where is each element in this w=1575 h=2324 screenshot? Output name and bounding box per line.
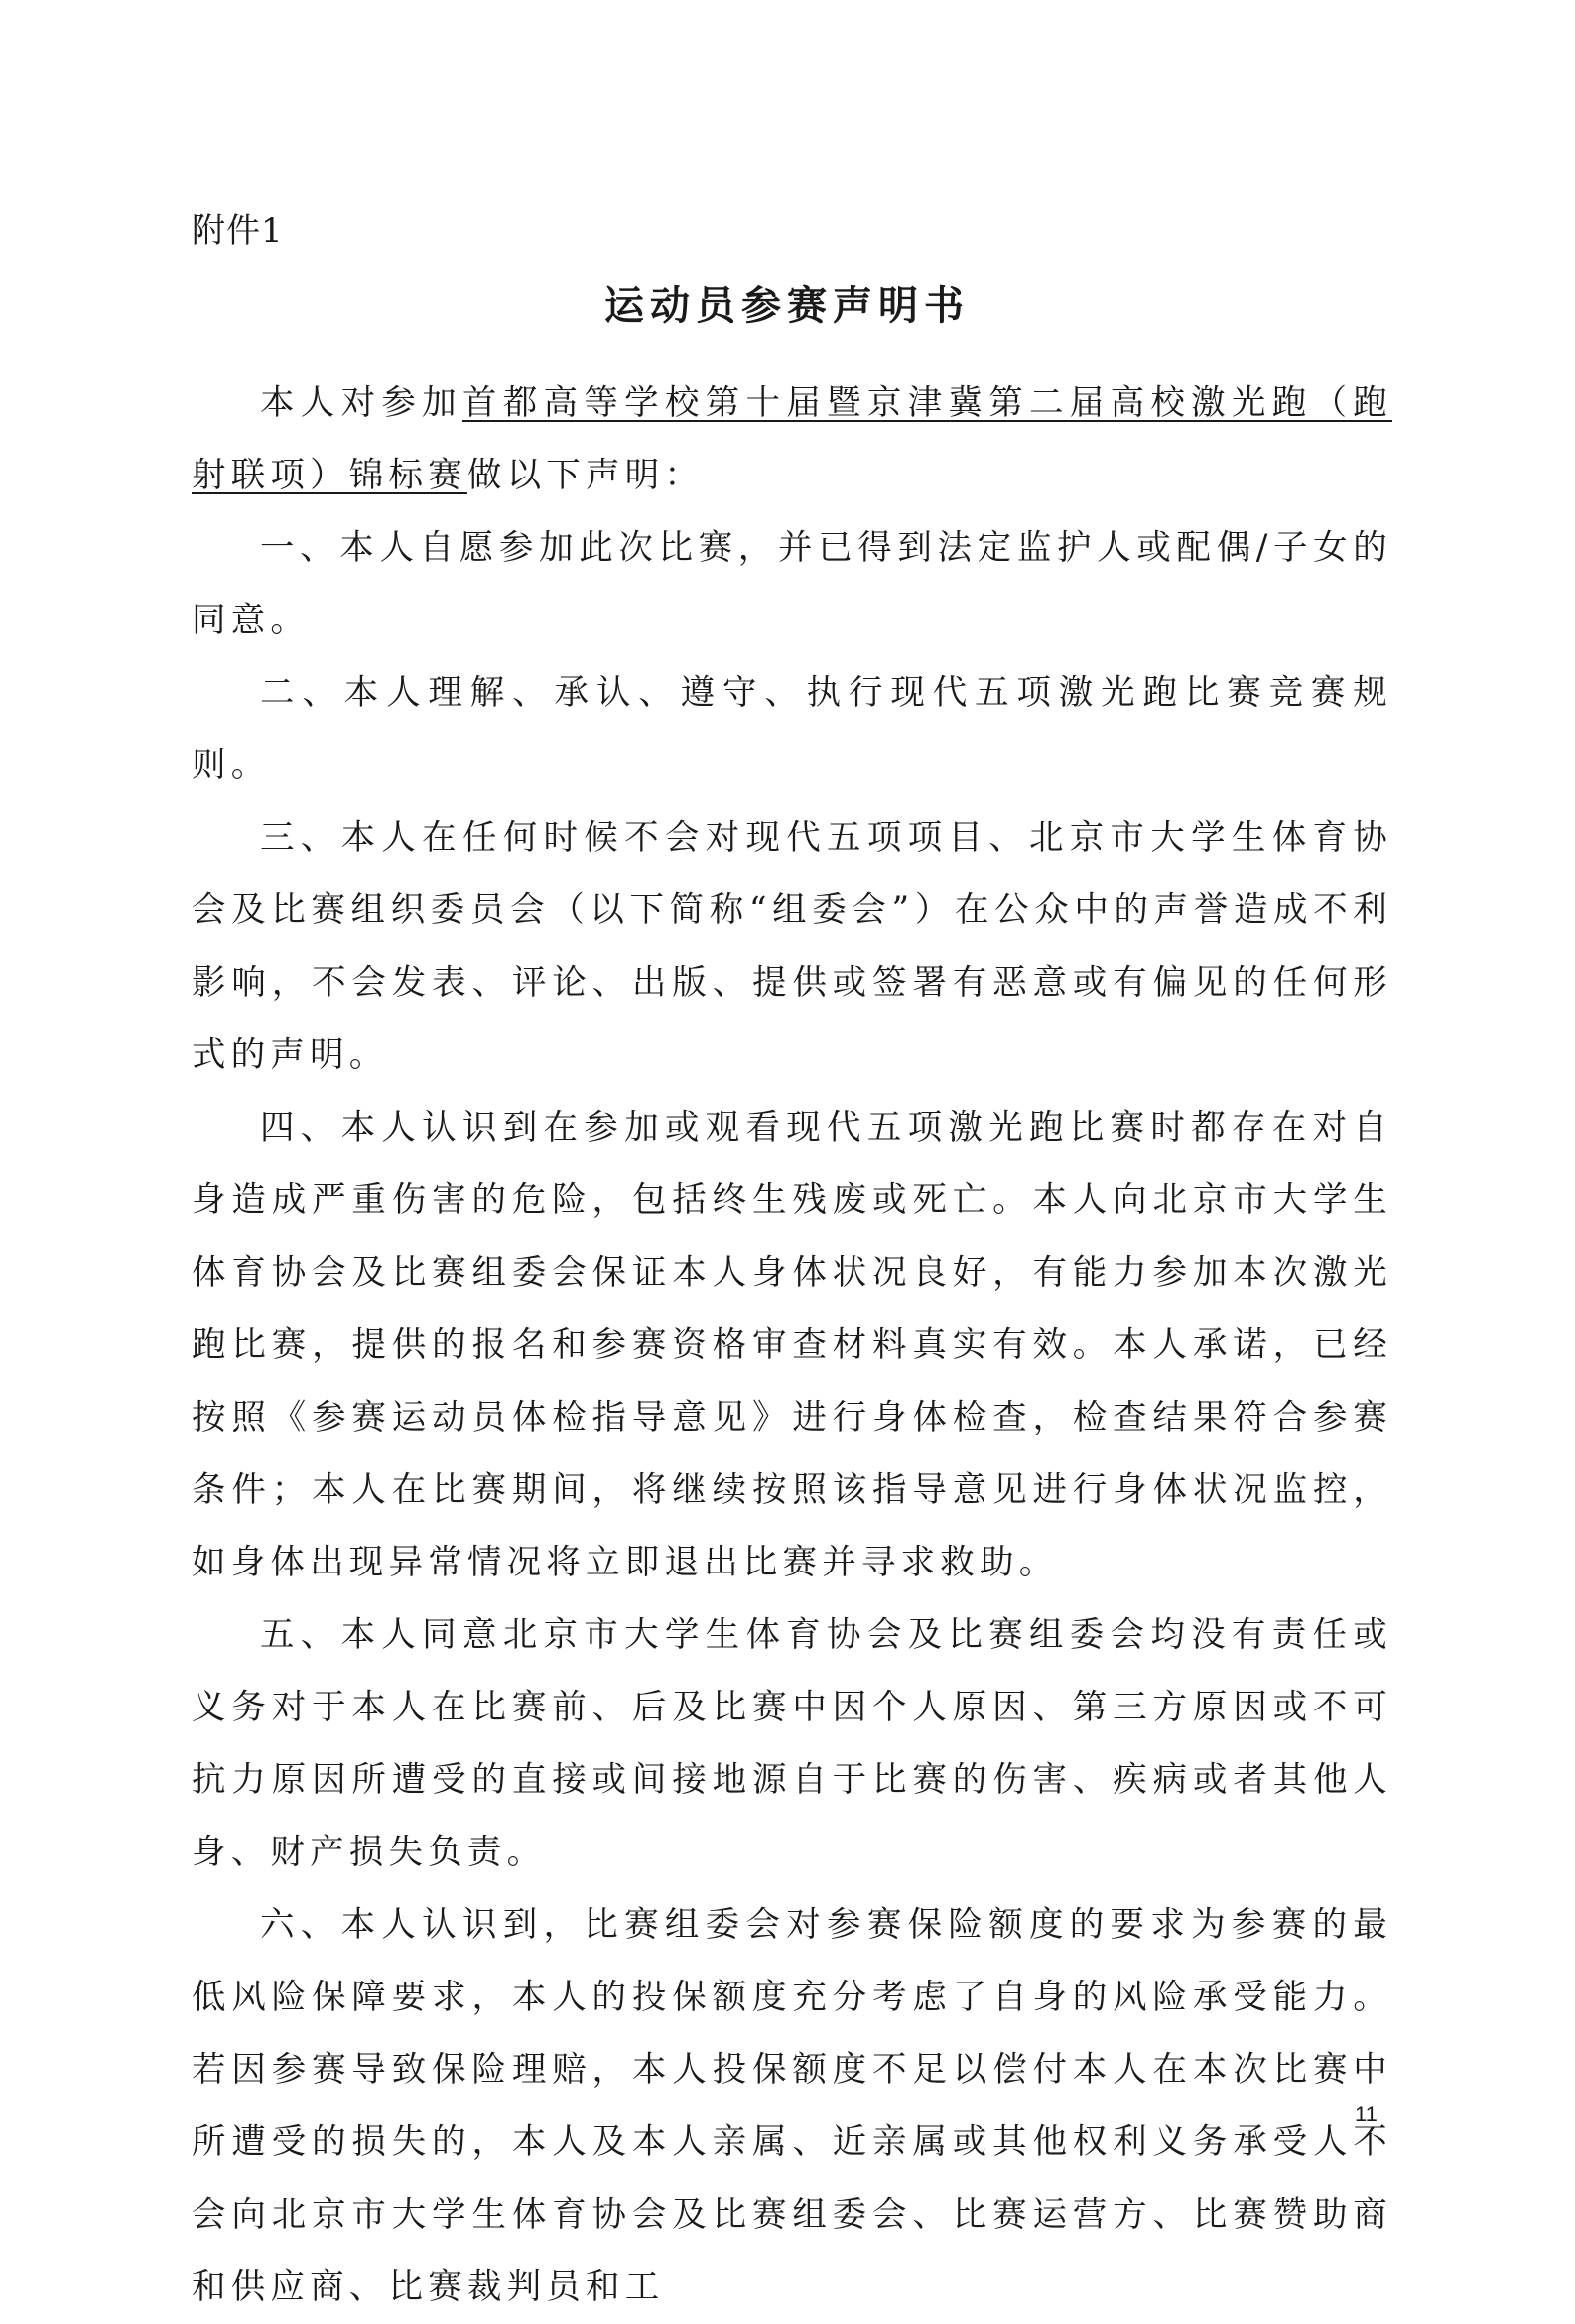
intro-prefix: 本人对参加 (260, 383, 462, 423)
intro-suffix: 做以下声明： (466, 456, 705, 495)
declaration-item-4: 四、本人认识到在参加或观看现代五项激光跑比赛时都存在对自身造成严重伤害的危险，包括终生残废或死亡。本人向北京市大学生体育协会及比赛组委会保证本人身体状况良好，有能力参加本次激光跑比赛，提供的报名和参赛资格审查材料真实有效。本人承诺，已经按照《参赛运动员体检指导意见》进行身体检查，检查结果符合参赛条件；本人在比赛期间，将继续按照该指导意见进行身体状况监控，如身体出现异常情况将立即退出比赛并寻求救助。 (192, 1108, 1392, 1582)
declaration-item-1: 一、本人自愿参加此次比赛，并已得到法定监护人或配偶/子女的同意。 (192, 528, 1392, 640)
event-name: 首都高等学校第十届暨京津冀第二届高校激光跑（跑射联项）锦标赛 (192, 383, 1392, 495)
intro-paragraph (192, 367, 1392, 512)
document-title: 运动员参赛声明书 (604, 282, 970, 329)
page-number: 11 (1355, 2102, 1378, 2126)
declaration-item-5: 五、本人同意北京市大学生体育协会及比赛组委会均没有责任或义务对于本人在比赛前、后及比赛中因个人原因、第三方原因或不可抗力原因所遭受的直接或间接地源自于比赛的伤害、疾病或者其他人身、财产损失负责。 (192, 1615, 1392, 1872)
attachment-label: 附件1 (192, 211, 284, 251)
declaration-item-3: 三、本人在任何时候不会对现代五项项目、北京市大学生体育协会及比赛组织委员会（以下简称“组委会”）在公众中的声誉造成不利影响，不会发表、评论、出版、提供或签署有恶意或有偏见的任何形式的声明。 (192, 818, 1392, 1075)
declaration-item-2: 二、本人理解、承认、遵守、执行现代五项激光跑比赛竞赛规则。 (192, 673, 1392, 785)
declaration-item-6: 六、本人认识到，比赛组委会对参赛保险额度的要求为参赛的最低风险保障要求，本人的投保额度充分考虑了自身的风险承受能力。若因参赛导致保险理赔，本人投保额度不足以偿付本人在本次比赛中所遭受的损失的，本人及本人亲属、近亲属或其他权利义务承受人不会向北京市大学生体育协会及比赛组委会、比赛运营方、比赛赞助商和供应商、比赛裁判员和工 (192, 1905, 1392, 2307)
declaration-body (192, 367, 1392, 2324)
